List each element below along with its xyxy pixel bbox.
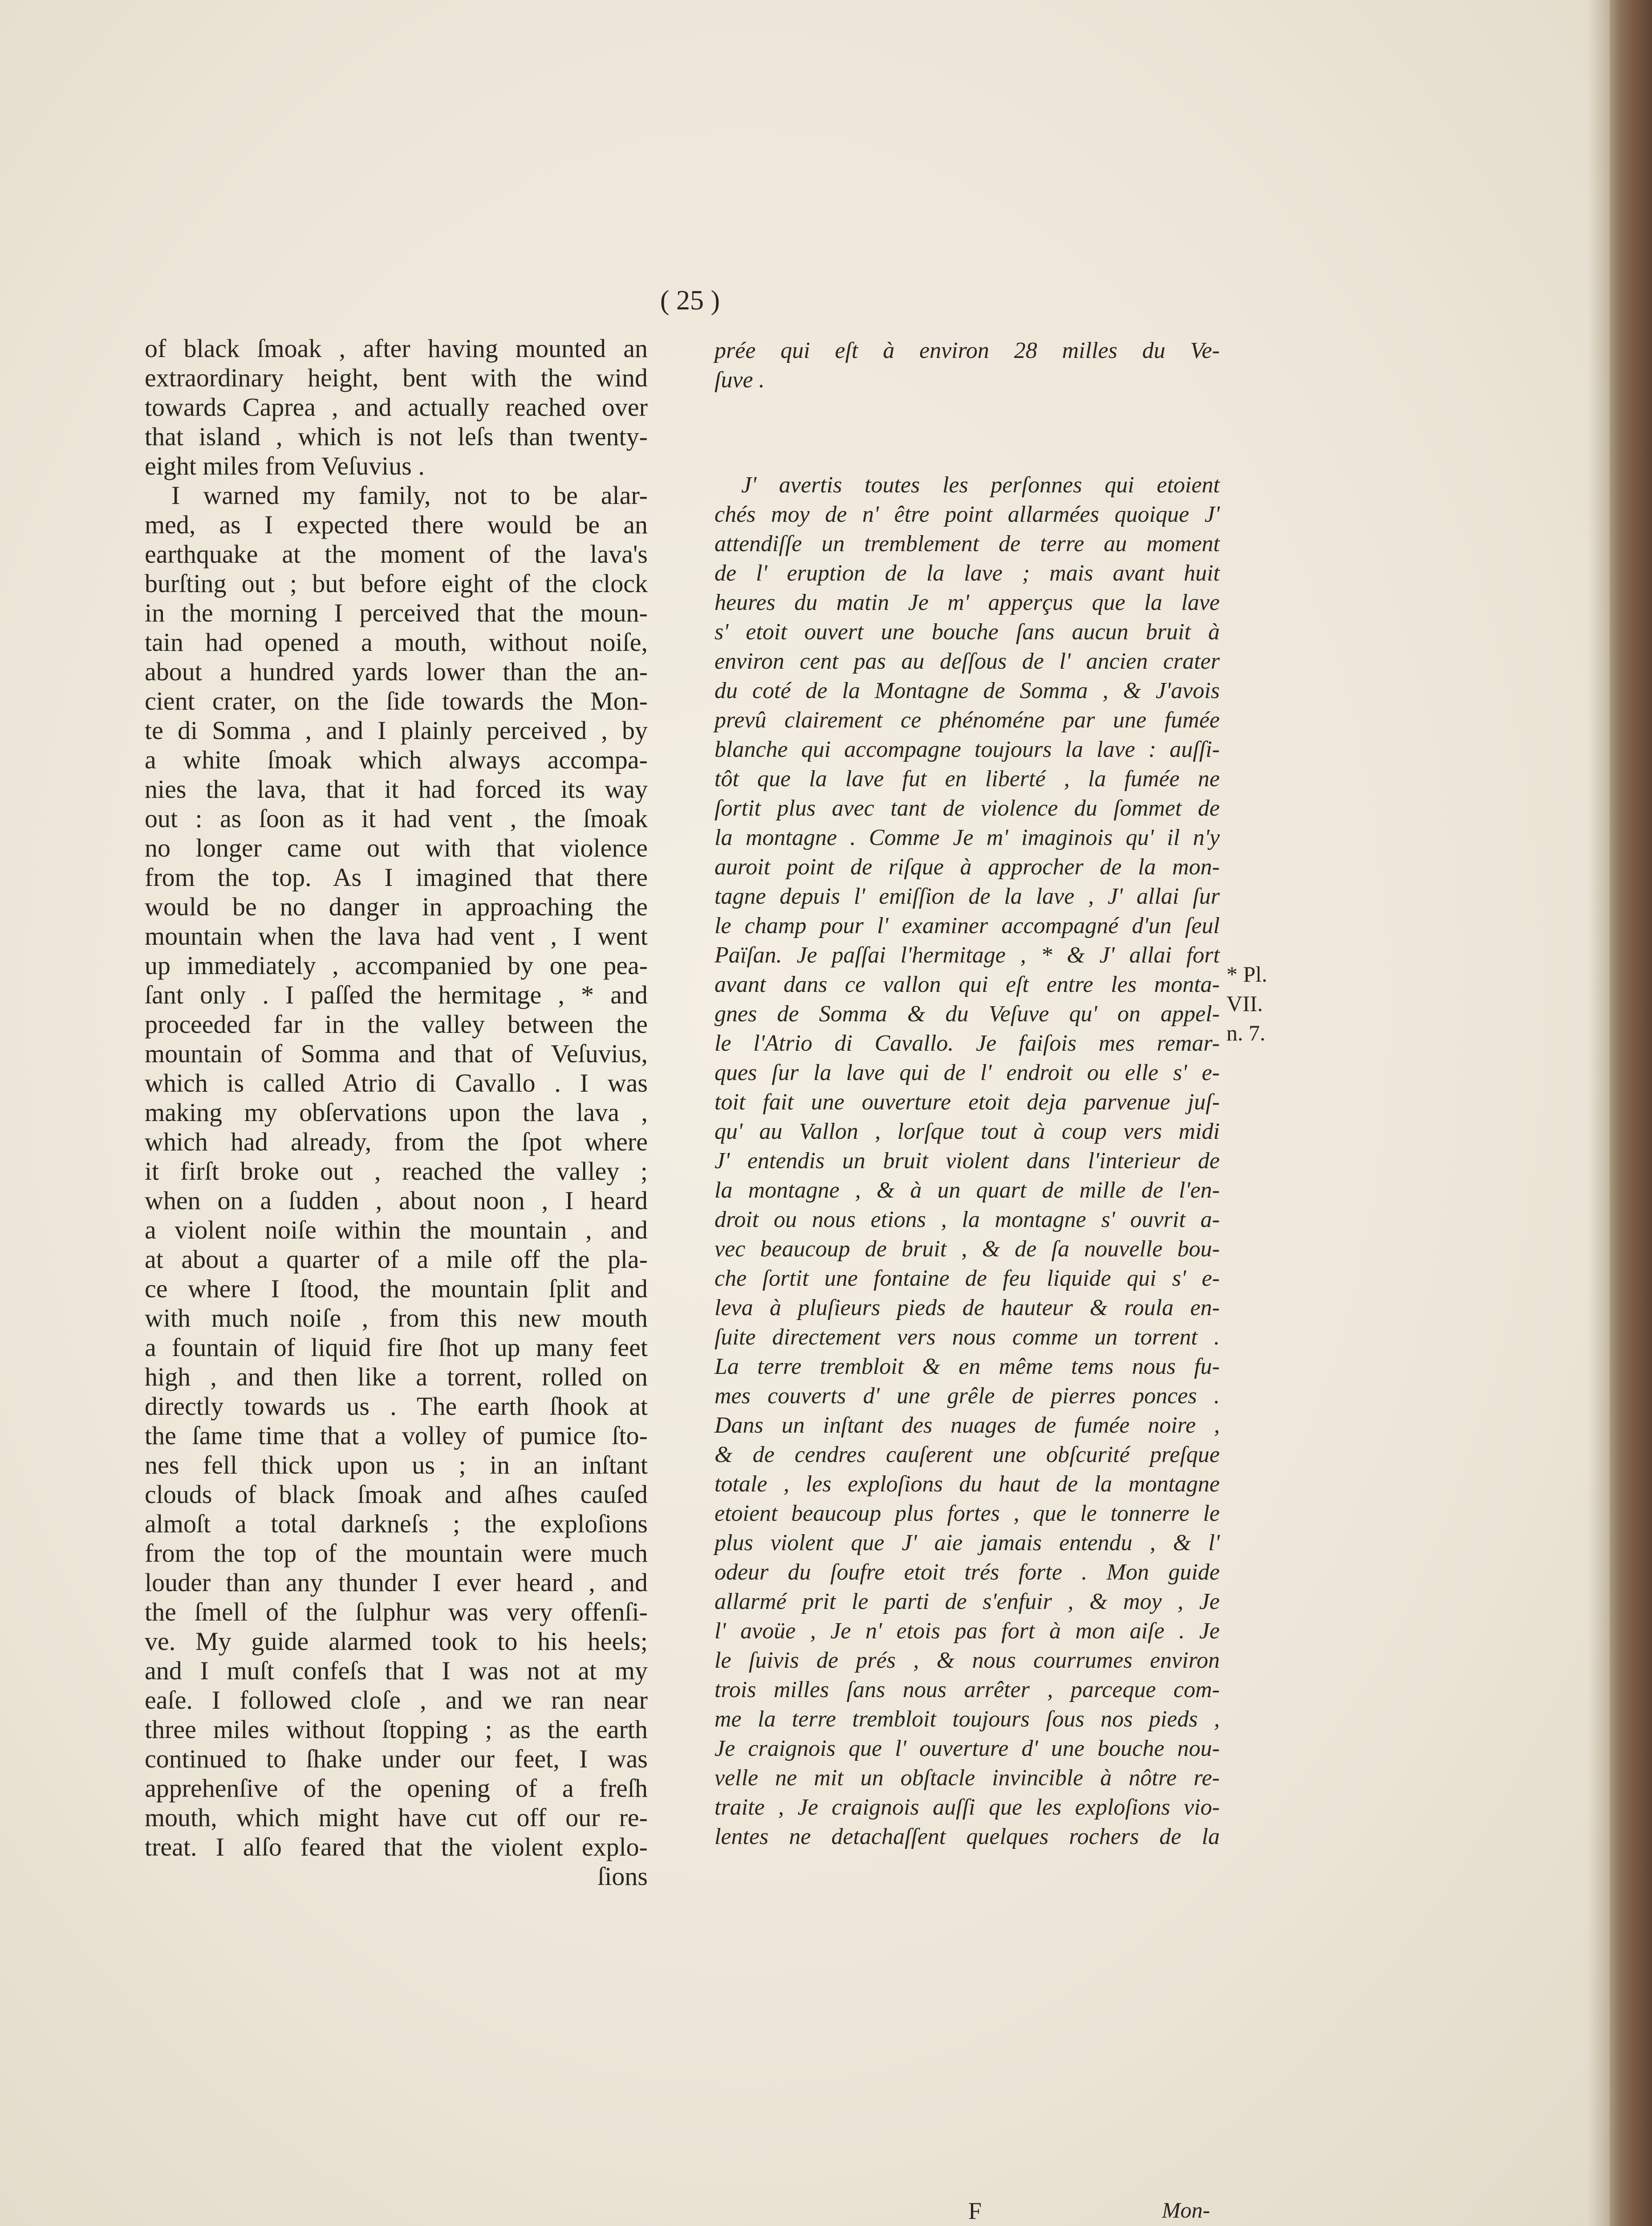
french-text-line: de l' eruption de la lave ; mais avant huit bbox=[714, 561, 1220, 586]
english-text-line: med, as I expected there would be an bbox=[145, 510, 648, 539]
english-text-line: with much noiſe , from this new mouth bbox=[145, 1304, 648, 1332]
english-text-line: of black ſmoak , after having mounted an bbox=[145, 334, 648, 363]
english-text-line: it firſt broke out , reached the valley ; bbox=[145, 1157, 648, 1186]
english-text-line: about a hundred yards lower than the an- bbox=[145, 657, 648, 686]
english-text-line: burſting out ; but before eight of the clock bbox=[145, 569, 648, 598]
english-text-line: in the morning I perceived that the moun- bbox=[145, 598, 648, 627]
english-text-line: te di Somma , and I plainly perceived , by bbox=[145, 716, 648, 745]
french-text-line: le ſuivis de prés , & nous courrumes environ bbox=[714, 1648, 1220, 1673]
french-text-line: ſuite directement vers nous comme un torrent . bbox=[714, 1324, 1220, 1350]
english-text-line: at about a quarter of a mile off the pla- bbox=[145, 1245, 648, 1274]
english-text-line: towards Caprea , and actually reached over bbox=[145, 393, 648, 422]
english-text-line: a violent noiſe within the mountain , and bbox=[145, 1215, 648, 1244]
french-text-line: & de cendres cauſerent une obſcurité preſque bbox=[714, 1442, 1220, 1467]
english-text-line: which is called Atrio di Cavallo . I was bbox=[145, 1068, 648, 1097]
french-text-line: Païſan. Je paſſai l'hermitage , * & J' allai fort bbox=[714, 942, 1220, 968]
book-spine bbox=[1610, 0, 1652, 2226]
french-text-line: velle ne mit un obſtacle invincible à nôtre re- bbox=[714, 1765, 1220, 1791]
english-text-line: the ſmell of the ſulphur was very offenſi- bbox=[145, 1597, 648, 1626]
english-text-line: and I muſt confeſs that I was not at my bbox=[145, 1656, 648, 1685]
english-text-line: when on a ſudden , about noon , I heard bbox=[145, 1186, 648, 1215]
french-text-line: ſortit plus avec tant de violence du ſommet de bbox=[714, 796, 1220, 821]
french-text-line: La terre trembloit & en même tems nous fu- bbox=[714, 1354, 1220, 1379]
french-text-line: J' avertis toutes les perſonnes qui etoient bbox=[741, 472, 1220, 498]
english-text-line: eight miles from Veſuvius . bbox=[145, 451, 425, 480]
english-text-line: cient crater, on the ſide towards the Mon- bbox=[145, 686, 648, 715]
english-text-line: tain had opened a mouth, without noiſe, bbox=[145, 628, 648, 657]
margin-note-line: * Pl. bbox=[1226, 962, 1267, 987]
french-text-line: ques ſur la lave qui de l' endroit ou elle s' e- bbox=[714, 1060, 1220, 1085]
english-text-line: the ſame time that a volley of pumice ſto- bbox=[145, 1421, 648, 1450]
french-text-line: environ cent pas au deſſous de l' ancien crater bbox=[714, 649, 1220, 674]
english-text-line: eaſe. I followed cloſe , and we ran near bbox=[145, 1686, 648, 1714]
french-column bbox=[714, 336, 1220, 1852]
english-text-line: would be no danger in approaching the bbox=[145, 892, 648, 921]
french-text-line: droit ou nous etions , la montagne s' ouvrit a- bbox=[714, 1207, 1220, 1232]
english-text-line: from the top. As I imagined that there bbox=[145, 863, 648, 892]
french-text-line: la montagne , & à un quart de mille de l'en- bbox=[714, 1178, 1220, 1203]
english-text-line: almoſt a total darkneſs ; the exploſions bbox=[145, 1509, 648, 1538]
french-text-line: vec beaucoup de bruit , & de ſa nouvelle bou- bbox=[714, 1236, 1220, 1262]
english-text-line: ve. My guide alarmed took to his heels; bbox=[145, 1627, 648, 1656]
french-text-line: la montagne . Comme Je m' imaginois qu' il n'y bbox=[714, 825, 1220, 850]
french-text-line: le champ pour l' examiner accompagné d'un ſeul bbox=[714, 913, 1220, 938]
english-text-line: which had already, from the ſpot where bbox=[145, 1127, 648, 1156]
french-text-line: chés moy de n' être point allarmées quoique J' bbox=[714, 502, 1220, 527]
french-text-line: plus violent que J' aie jamais entendu , & l' bbox=[714, 1530, 1220, 1556]
english-text-line: high , and then like a torrent, rolled on bbox=[145, 1362, 648, 1391]
english-text-line: ſions bbox=[597, 1862, 648, 1891]
english-text-line: a fountain of liquid fire ſhot up many feet bbox=[145, 1333, 648, 1362]
french-text-line: ſuve . bbox=[714, 367, 765, 393]
french-text-line: le l'Atrio di Cavallo. Je faiſois mes remar- bbox=[714, 1031, 1220, 1056]
french-text-line: blanche qui accompagne toujours la lave : auſſi- bbox=[714, 737, 1220, 762]
english-text-line: nes fell thick upon us ; in an inſtant bbox=[145, 1450, 648, 1479]
english-text-line: ſant only . I paſſed the hermitage , * and bbox=[145, 980, 648, 1009]
french-text-line: lentes ne detachaſſent quelques rochers de la bbox=[714, 1824, 1220, 1849]
french-text-line: odeur du ſoufre etoit trés forte . Mon guide bbox=[714, 1560, 1220, 1585]
french-text-line: etoient beaucoup plus fortes , que le tonnerre le bbox=[714, 1501, 1220, 1526]
french-text-line: heures du matin Je m' apperçus que la lave bbox=[714, 590, 1220, 615]
french-text-line: mes couverts d' une grêle de pierres ponces . bbox=[714, 1383, 1220, 1409]
english-text-line: proceeded far in the valley between the bbox=[145, 1010, 648, 1039]
page-number: ( 25 ) bbox=[660, 285, 720, 316]
french-text-line: prée qui eſt à environ 28 milles du Ve- bbox=[714, 338, 1220, 363]
english-text-line: no longer came out with that violence bbox=[145, 833, 648, 862]
english-text-line: from the top of the mountain were much bbox=[145, 1539, 648, 1568]
page-gutter-shadow bbox=[1587, 0, 1610, 2226]
english-text-line: making my obſervations upon the lava , bbox=[145, 1098, 648, 1127]
english-text-line: directly towards us . The earth ſhook at bbox=[145, 1392, 648, 1421]
french-text-line: che ſortit une fontaine de feu liquide qui s' e- bbox=[714, 1266, 1220, 1291]
french-text-line: me la terre trembloit toujours ſous nos pieds , bbox=[714, 1706, 1220, 1732]
english-text-line: treat. I alſo feared that the violent explo- bbox=[145, 1832, 648, 1861]
french-text-line: trois milles ſans nous arrêter , parceque com- bbox=[714, 1677, 1220, 1702]
margin-note-line: n. 7. bbox=[1226, 1020, 1266, 1045]
english-text-line: continued to ſhake under our feet, I was bbox=[145, 1744, 648, 1773]
signature-mark: F bbox=[968, 2198, 982, 2224]
french-text-line: J' entendis un bruit violent dans l'interieur de bbox=[714, 1148, 1220, 1174]
english-text-line: I warned my family, not to be alar- bbox=[171, 481, 648, 510]
english-text-line: ce where I ſtood, the mountain ſplit and bbox=[145, 1274, 648, 1303]
french-text-line: du coté de la Montagne de Somma , & J'avois bbox=[714, 678, 1220, 703]
french-text-line: prevû clairement ce phénoméne par une fumée bbox=[714, 707, 1220, 733]
french-text-line: allarmé prit le parti de s'enfuir , & moy , Je bbox=[714, 1589, 1220, 1614]
french-text-line: traite , Je craignois auſſi que les exploſions vio- bbox=[714, 1795, 1220, 1820]
english-text-line: mouth, which might have cut off our re- bbox=[145, 1803, 648, 1832]
paragraph-gap bbox=[714, 395, 1220, 471]
french-text-line: auroit point de riſque à approcher de la mon- bbox=[714, 854, 1220, 880]
catchword: Mon- bbox=[1162, 2198, 1210, 2222]
french-text-line: totale , les exploſions du haut de la montagne bbox=[714, 1471, 1220, 1497]
english-text-line: out : as ſoon as it had vent , the ſmoak bbox=[145, 804, 648, 833]
english-text-line: three miles without ſtopping ; as the earth bbox=[145, 1715, 648, 1744]
french-text-line: leva à pluſieurs pieds de hauteur & roula en- bbox=[714, 1295, 1220, 1320]
french-text-line: tagne depuis l' emiſſion de la lave , J' allai ſur bbox=[714, 884, 1220, 909]
english-text-line: up immediately , accompanied by one pea- bbox=[145, 951, 648, 980]
french-text-line: attendiſſe un tremblement de terre au moment bbox=[714, 531, 1220, 556]
margin-note-plate-reference bbox=[1226, 959, 1280, 1048]
french-text-line: l' avoüe , Je n' etois pas fort à mon aiſe . Je bbox=[714, 1618, 1220, 1644]
english-text-line: earthquake at the moment of the lava's bbox=[145, 540, 648, 569]
english-text-line: extraordinary height, bent with the wind bbox=[145, 363, 648, 392]
english-text-line: mountain when the lava had vent , I went bbox=[145, 922, 648, 951]
english-text-line: louder than any thunder I ever heard , and bbox=[145, 1568, 648, 1597]
margin-note-line: VII. bbox=[1226, 991, 1263, 1016]
french-text-line: Je craignois que l' ouverture d' une bouche nou- bbox=[714, 1736, 1220, 1761]
english-column bbox=[145, 334, 648, 1891]
english-text-line: nies the lava, that it had forced its way bbox=[145, 775, 648, 804]
english-text-line: apprehenſive of the opening of a freſh bbox=[145, 1774, 648, 1803]
french-text-line: s' etoit ouvert une bouche ſans aucun bruit à bbox=[714, 619, 1220, 645]
french-text-line: toit fait une ouverture etoit deja parvenue juſ- bbox=[714, 1089, 1220, 1115]
french-text-line: qu' au Vallon , lorſque tout à coup vers midi bbox=[714, 1119, 1220, 1144]
french-text-line: Dans un inſtant des nuages de fumée noire , bbox=[714, 1413, 1220, 1438]
french-text-line: gnes de Somma & du Veſuve qu' on appel- bbox=[714, 1001, 1220, 1027]
english-text-line: mountain of Somma and that of Veſuvius, bbox=[145, 1039, 648, 1068]
french-text-line: tôt que la lave fut en liberté , la fumée ne bbox=[714, 766, 1220, 792]
english-text-line: clouds of black ſmoak and aſhes cauſed bbox=[145, 1480, 648, 1509]
english-text-line: that island , which is not leſs than twenty- bbox=[145, 422, 648, 451]
english-text-line: a white ſmoak which always accompa- bbox=[145, 745, 648, 774]
french-text-line: avant dans ce vallon qui eſt entre les monta- bbox=[714, 972, 1220, 997]
